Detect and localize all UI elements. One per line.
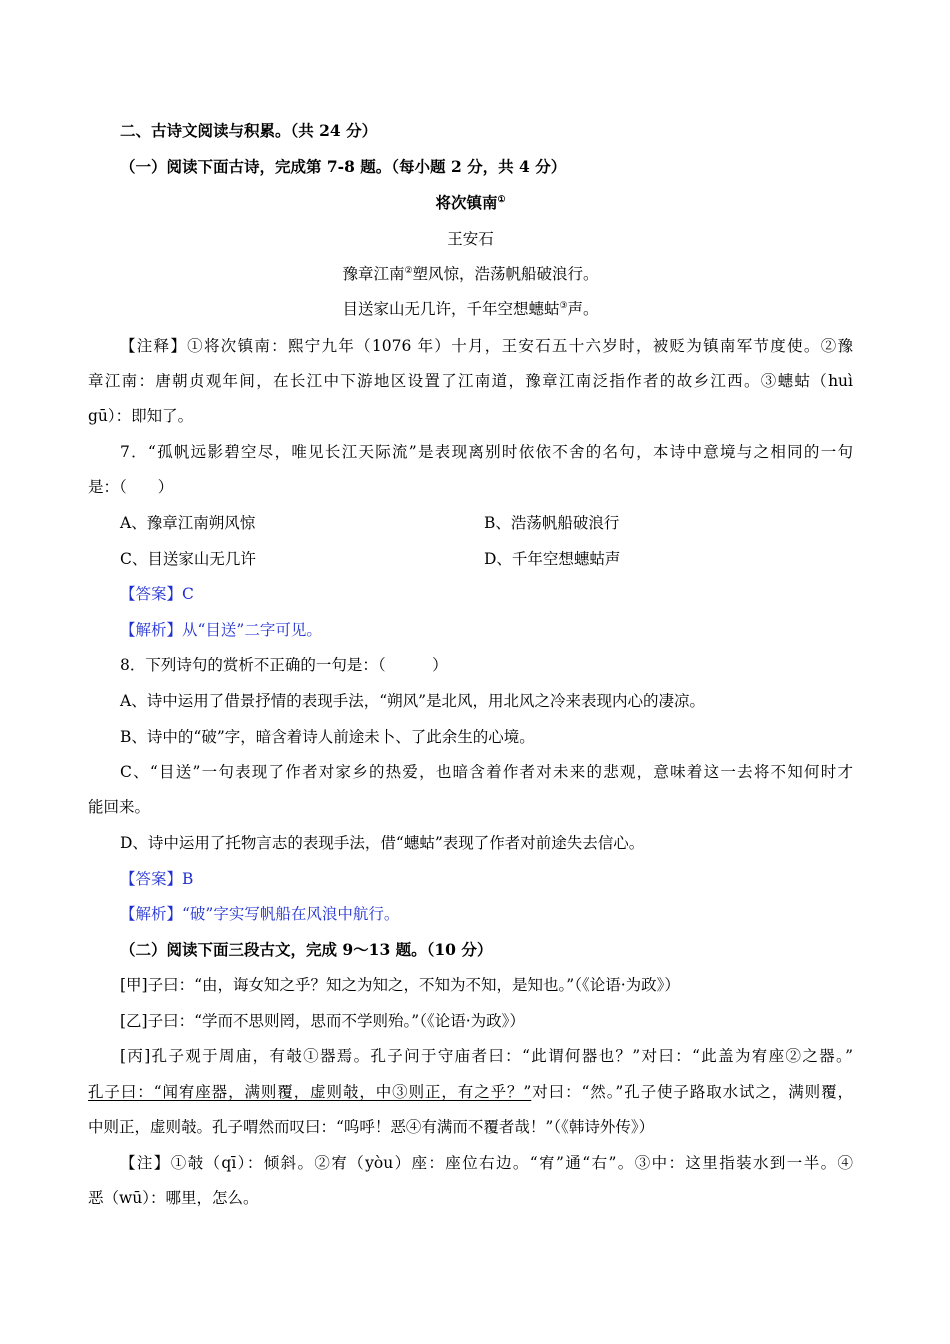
poem-notes-line-1: 【注释】①将次镇南：熙宁九年（1076 年）十月，王安石五十六岁时，被贬为镇南军节度使。②豫 <box>120 337 853 355</box>
poem-line-1-note: ② <box>404 266 413 276</box>
passage-bing-underlined: 孔子曰：“闻宥座器，满则覆，虚则攲，中③则正，有之乎？” <box>88 1083 532 1101</box>
q7-option-c: C、目送家山无几许 <box>120 550 256 568</box>
q8-analysis: 【解析】“破”字实写帆船在风浪中航行。 <box>120 905 400 923</box>
poem-line-1 <box>88 264 853 284</box>
q8-option-c-line-2: 能回来。 <box>88 798 151 816</box>
poem-title-text: 将次镇南 <box>435 193 498 212</box>
q7-analysis: 【解析】从“目送”二字可见。 <box>120 621 322 639</box>
passage-bing-line-3: 中则正，虚则攲。孔子喟然而叹曰：“呜呼！恶④有满而不覆者哉！”（《韩诗外传》） <box>88 1118 655 1136</box>
section-title: 二、古诗文阅读与积累。（共 24 分） <box>120 121 378 140</box>
part1-heading: （一）阅读下面古诗，完成第 7-8 题。（每小题 2 分，共 4 分） <box>120 157 567 176</box>
passage-notes-line-1: 【注】①攲（qī）：倾斜。②宥（yòu）座：座位右边。“宥”通“右”。③中：这里指装水到一半。④ <box>120 1154 853 1172</box>
q7-answer: 【答案】C <box>120 585 194 603</box>
q8-option-c-line-1: C、“目送”一句表现了作者对家乡的热爱，也暗含着作者对未来的悲观，意味着这一去将不知何时才 <box>120 763 853 781</box>
passage-bing-line-2-rest: 对曰：“然。”孔子使子路取水试之，满则覆， <box>531 1083 853 1101</box>
passage-jia: [甲]子曰：“由，诲女知之乎？知之为知之，不知为不知，是知也。”（《论语·为政》） <box>120 976 680 994</box>
poem-title <box>88 193 853 213</box>
q7-stem-line-2: 是：（ ） <box>88 478 174 496</box>
q7-stem-line-1: 7．“孤帆远影碧空尽，唯见长江天际流”是表现离别时依依不舍的名句，本诗中意境与之相同的一句 <box>120 443 853 461</box>
passage-notes-line-2: 恶（wū）：哪里，怎么。 <box>88 1189 259 1207</box>
q7-option-b: B、浩荡帆船破浪行 <box>484 514 620 532</box>
poem-title-note: ① <box>497 195 506 205</box>
q8-stem: 8．下列诗句的赏析不正确的一句是：（ ） <box>120 656 448 674</box>
passage-bing-line-2 <box>88 1082 853 1102</box>
poem-line-2a: 目送家山无几许，千年空想蟪蛄 <box>342 300 560 318</box>
poem-notes-line-2: 章江南：唐朝贞观年间，在长江中下游地区设置了江南道，豫章江南泛指作者的故乡江西。③蟪蛄（huì <box>88 372 853 390</box>
q7-option-d: D、千年空想蟪蛄声 <box>484 550 621 568</box>
poem-line-1a: 豫章江南 <box>342 265 405 283</box>
q8-option-d: D、诗中运用了托物言志的表现手法，借“蟪蛄”表现了作者对前途失去信心。 <box>120 834 645 852</box>
q8-answer: 【答案】B <box>120 870 194 888</box>
poem-line-1b: 塑风惊，浩荡帆船破浪行。 <box>412 265 599 283</box>
passage-bing-line-1: [丙]孔子观于周庙，有攲①器焉。孔子问于守庙者曰：“此谓何器也？”对曰：“此盖为宥座②之器。” <box>120 1047 853 1065</box>
q7-option-a: A、豫章江南朔风惊 <box>120 514 256 532</box>
poem-line-2b: 声。 <box>567 300 599 318</box>
q8-option-b: B、诗中的“破”字，暗含着诗人前途未卜、了此余生的心境。 <box>120 728 535 746</box>
poem-author: 王安石 <box>447 230 494 248</box>
poem-line-2-note: ③ <box>559 301 568 311</box>
part2-heading: （二）阅读下面三段古文，完成 9～13 题。（10 分） <box>120 940 493 959</box>
passage-yi: [乙]子曰：“学而不思则罔，思而不学则殆。”（《论语·为政》） <box>120 1012 525 1030</box>
poem-line-2 <box>88 299 853 319</box>
q8-option-a: A、诗中运用了借景抒情的表现手法，“朔风”是北风，用北风之冷来表现内心的凄凉。 <box>120 692 706 710</box>
poem-notes-line-3: gū）：即知了。 <box>88 407 194 425</box>
